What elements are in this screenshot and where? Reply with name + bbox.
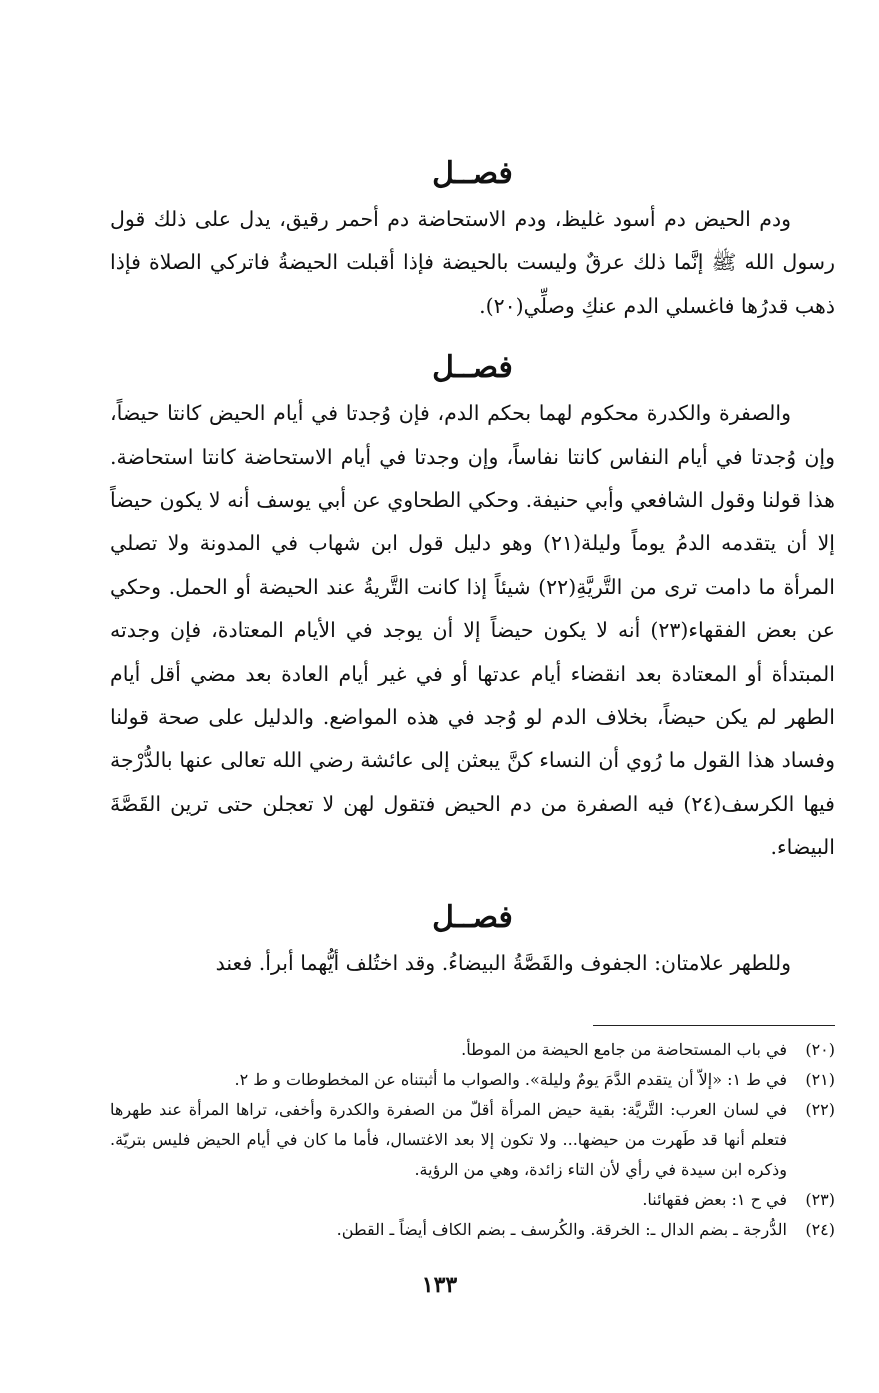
footnote-text: في باب المستحاضة من جامع الحيضة من الموطأ.: [461, 1040, 787, 1059]
footnote-text: في لسان العرب: التَّريَّة: بقية حيض المرأة أقلّ من الصفرة والكدرة وأخفى، تراها المرأة عند طهرها فتعلم أنها قد طَهرت من حيضها... ولا تكون إلا بعد الاغتسال، فأما ما كان في أيام الحيض فليس بتريّة. وذكره ابن سيدة في رأي لأن التاء زائدة، وهي من الرؤية.: [110, 1100, 788, 1179]
page-number: ١٣٣: [421, 1272, 458, 1298]
footnote-number: (٢١): [805, 1070, 835, 1089]
section-title: فصــل: [432, 156, 513, 191]
footnote-text: الدُّرجة ـ بضم الدال ـ: الخرقة. والكُرسف ـ بضم الكاف أيضاً ـ القطن.: [336, 1220, 787, 1239]
footnote-separator: [593, 1025, 835, 1026]
footnote: [110, 1215, 835, 1245]
footnote-number: (٢٤): [805, 1220, 835, 1239]
footnote: [110, 1035, 835, 1065]
footnote-number: (٢٢): [805, 1100, 835, 1119]
main-text: [110, 150, 835, 985]
footnote-text: في ح ١: بعض فقهائنا.: [642, 1190, 787, 1209]
footnote: [110, 1185, 835, 1215]
footnote: [110, 1065, 835, 1095]
section-title: فصــل: [432, 899, 513, 935]
footnote-number: (٢٠): [805, 1040, 835, 1059]
paragraph: والصفرة والكدرة محكوم لهما بحكم الدم، فإن وُجدتا في أيام الحيض كانتا حيضاً، وإن وُجدتا في أيام النفاس كانتا نفاساً، وإن وجدتا في أيام الاستحاضة كانتا استحاضة. هذا قولنا وقول الشافعي وأبي حنيفة. وحكي الطحاوي عن أبي يوسف أنه لا يكون حيضاً إلا أن يتقدمه الدمُ يوماً وليلة(٢١) وهو دليل قول ابن شهاب في المدونة ولا تصلي المرأة ما دامت ترى من التَّريَّةِ(٢٢) شيئاً إذا كانت التَّريةُ عند الحيضة أو الحمل. وحكي عن بعض الفقهاء(٢٣) أنه لا يكون حيضاً إلا أن يوجد في الأيام المعتادة، فإن وجدته المبتدأة أو المعتادة بعد انقضاء أيام عدتها أو في غير أيام العادة بعد مضي أقل أيام الطهر لم يكن حيضاً، بخلاف الدم لو وُجد في هذه المواضع. والدليل على صحة قولنا وفساد هذا القول ما رُوي أن النساء كنَّ يبعثن إلى عائشة رضي الله تعالى عنها بالدُّرْجة فيها الكرسف(٢٤) فيه الصفرة من دم الحيض فتقول لهن لا تعجلن حتى ترين القَصَّةَ البيضاء.: [110, 401, 835, 860]
footnote: [110, 1095, 835, 1185]
paragraph: وللطهر علامتان: الجفوف والقَصَّةُ البيضاءُ. وقد اختُلف أيُّهما أبرأ. فعند: [215, 950, 791, 975]
footnotes: [110, 1035, 835, 1245]
paragraph: ودم الحيض دم أسود غليظ، ودم الاستحاضة دم أحمر رقيق، يدل على ذلك قول رسول الله ﷺ إنَّما ذلك عرقٌ وليست بالحيضة فإذا أقبلت الحيضةُ فاتركي الصلاة فإذا ذهب قدرُها فاغسلي الدم عنكِ وصلِّي(٢٠).: [110, 207, 835, 318]
footnote-text: في ط ١: «إلاّ أن يتقدم الدَّمَ يومٌ وليلة». والصواب ما أثبتناه عن المخطوطات و ط ٢.: [234, 1070, 787, 1089]
section-title: فصــل: [432, 350, 513, 386]
footnote-number: (٢٣): [805, 1190, 835, 1209]
